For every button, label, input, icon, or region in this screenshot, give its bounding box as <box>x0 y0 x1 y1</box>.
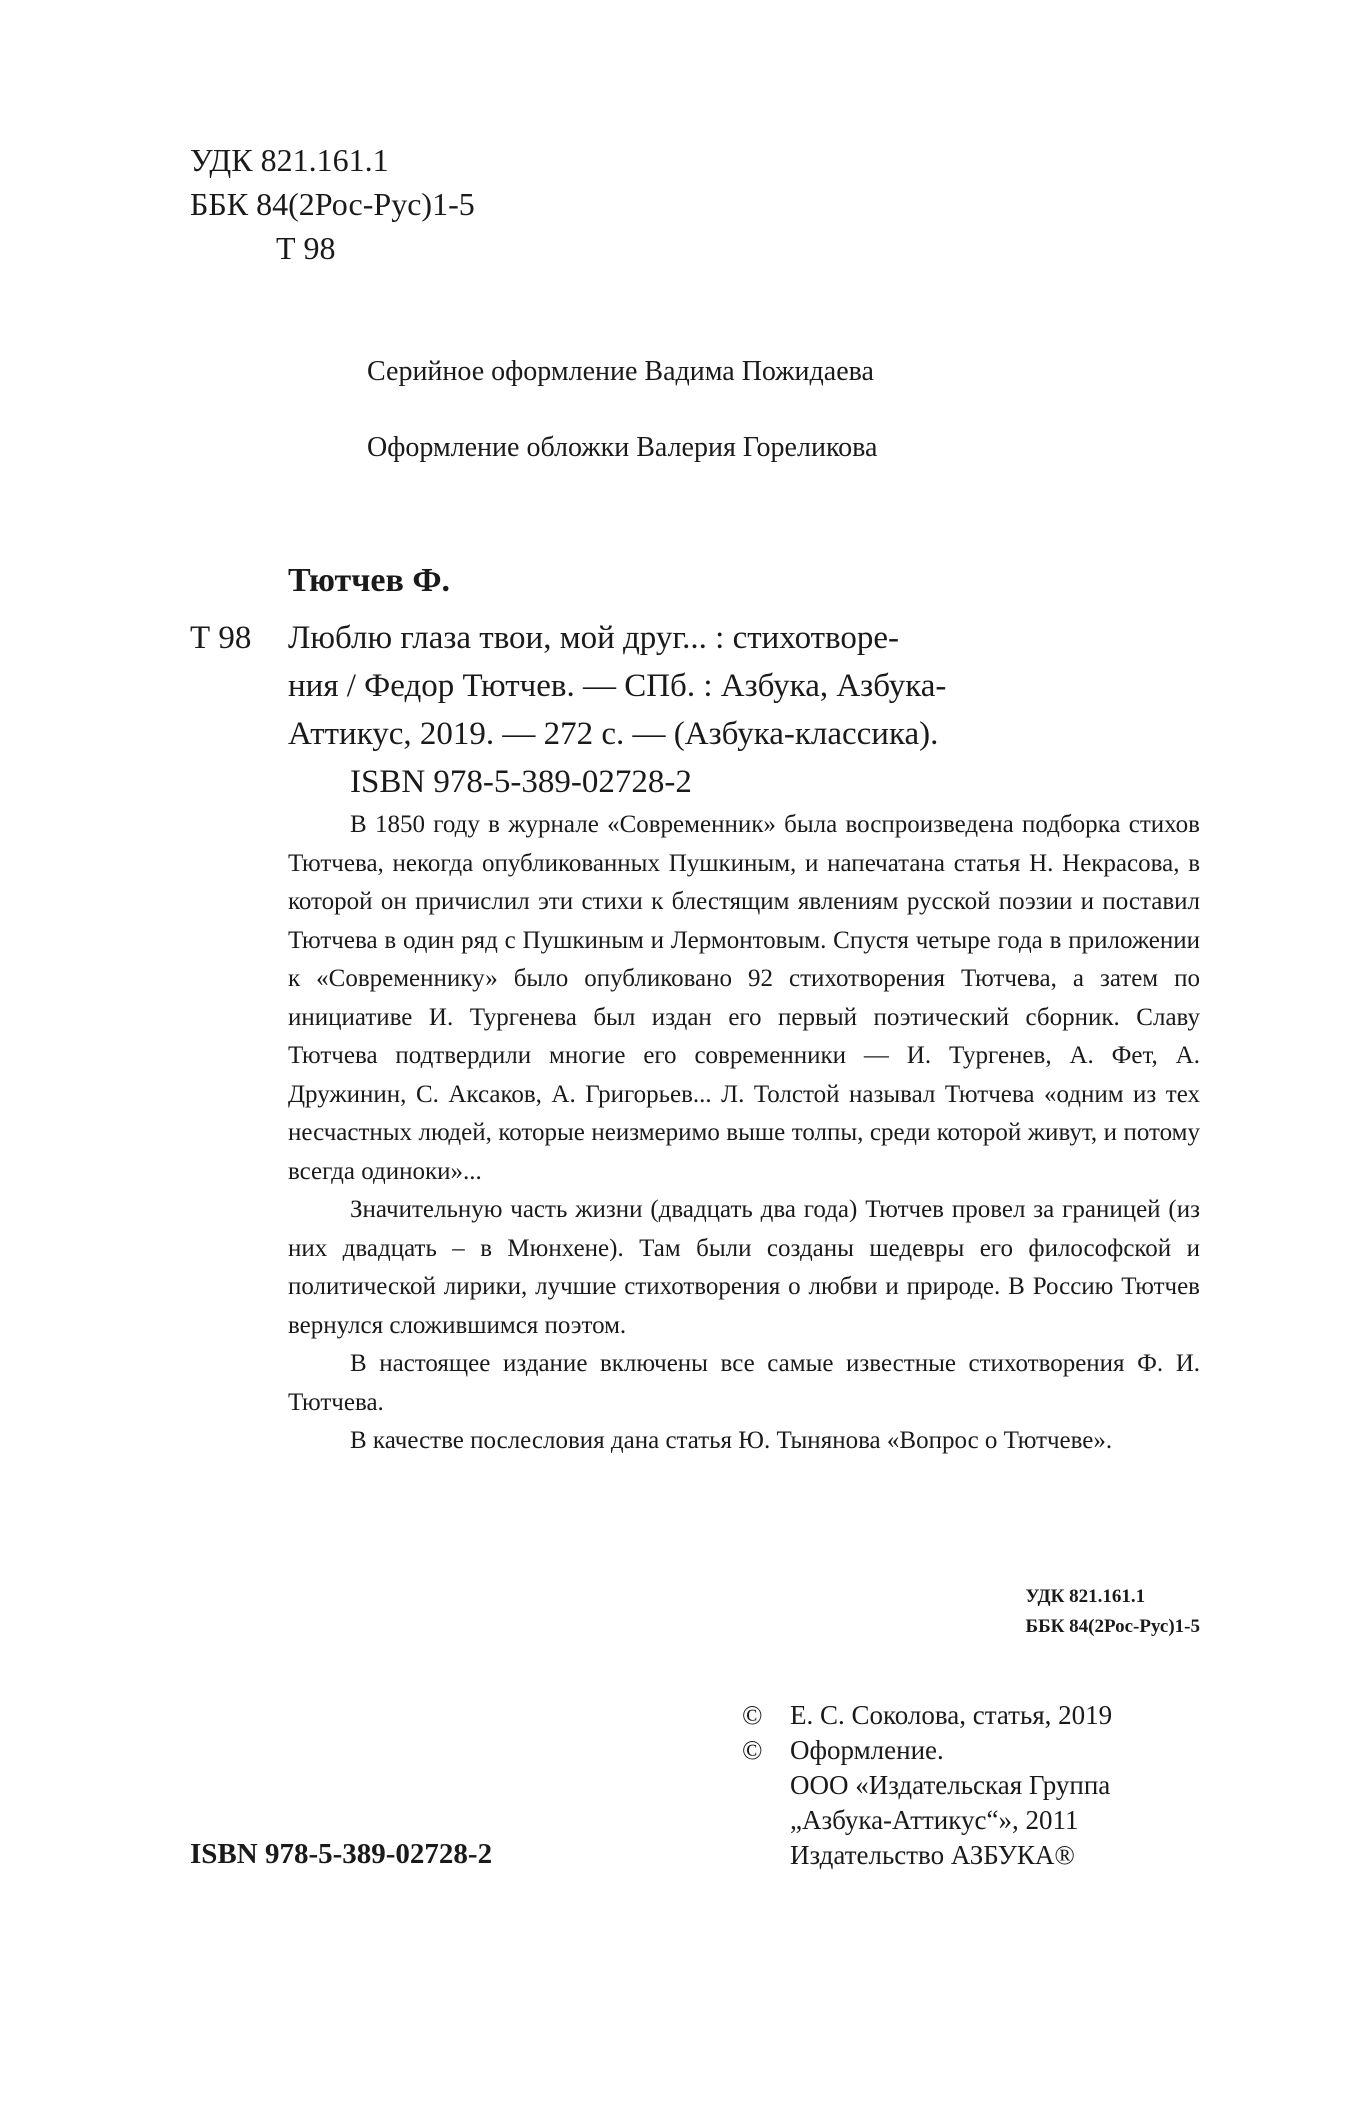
copyright-symbol: © <box>742 1735 763 1765</box>
annotation-paragraph: Значительную часть жизни (двадцать два года) Тютчев провел за границей (из них двадцать – в Мюнхене). Там были созданы шедевры его философской и политической лирики, лучшие стихотворения о любви и природе. В Россию Тютчев вернулся сложившимся поэтом. <box>288 1196 1200 1339</box>
author-heading: Тютчев Ф. <box>288 562 451 599</box>
annotation <box>288 806 1200 1461</box>
copyright-line: Издательство АЗБУКА® <box>790 1840 1075 1870</box>
bibliographic-line: Люблю глаза твои, мой друг... : стихотворе- <box>288 620 900 656</box>
copyright-block <box>742 1698 1112 1873</box>
copyright-line: ООО «Издательская Группа <box>790 1770 1111 1800</box>
annotation-paragraph: В 1850 году в журнале «Современник» была воспроизведена подборка стихов Тютчева, некогда опубликованных Пушкиным, и напечатана статья Н. Некрасова, в которой он причислил эти стихи к блестящим явлениям русской поэзии и поставил Тютчева в один ряд с Пушкиным и Лермонтовым. Спустя четыре года в приложении к «Современнику» было опубликовано 92 стихотворения Тютчева, а затем по инициативе И. Тургенева был издан его первый поэтический сборник. Славу Тютчева подтвердили многие его современники — И. Тургенев, А. Фет, А. Дружинин, С. Аксаков, А. Григорьев... Л. Толстой называл Тютчева «одним из тех несчастных людей, которые неизмеримо выше толпы, среди которой живут, и потому всегда одиноки»... <box>288 811 1200 1185</box>
copyright-line: Е. С. Соколова, статья, 2019 <box>790 1700 1113 1730</box>
bibliographic-record <box>190 614 1200 806</box>
small-udk-code: УДК 821.161.1 <box>1025 1586 1146 1607</box>
copyright-line: Оформление. <box>790 1735 944 1765</box>
copyright-symbol: © <box>742 1700 763 1730</box>
cover-design-credit: Оформление обложки Валерия Гореликова <box>367 432 878 463</box>
copyright-row <box>742 1698 1112 1733</box>
bbk-code: ББК 84(2Рос-Рус)1-5 <box>190 186 475 222</box>
bibliographic-line: ния / Федор Тютчев. — СПб. : Азбука, Азбука- <box>288 668 947 704</box>
design-credits <box>367 352 877 504</box>
bibliographic-line: Аттикус, 2019. — 272 с. — (Азбука-классика). <box>288 716 939 752</box>
annotation-paragraph: В настоящее издание включены все самые известные стихотворения Ф. И. Тютчева. <box>288 1350 1200 1416</box>
copyright-line: „Азбука-Аттикус“», 2011 <box>790 1805 1079 1835</box>
udk-code: УДК 821.161.1 <box>190 142 389 178</box>
small-classification-codes <box>1026 1582 1200 1642</box>
bibliographic-description <box>288 614 1200 758</box>
annotation-paragraph: В качестве послесловия дана статья Ю. Тынянова «Вопрос о Тютчеве». <box>350 1427 1113 1454</box>
author-mark: Т 98 <box>276 230 336 266</box>
small-bbk-code: ББК 84(2Рос-Рус)1-5 <box>1025 1616 1200 1637</box>
copyright-row <box>742 1733 1112 1768</box>
classification-codes <box>190 138 475 270</box>
isbn-record: ISBN 978-5-389-02728-2 <box>350 764 692 800</box>
series-design-credit: Серийное оформление Вадима Пожидаева <box>367 356 874 387</box>
isbn-bottom: ISBN 978-5-389-02728-2 <box>190 1838 493 1870</box>
bibliographic-mark: Т 98 <box>190 620 252 656</box>
